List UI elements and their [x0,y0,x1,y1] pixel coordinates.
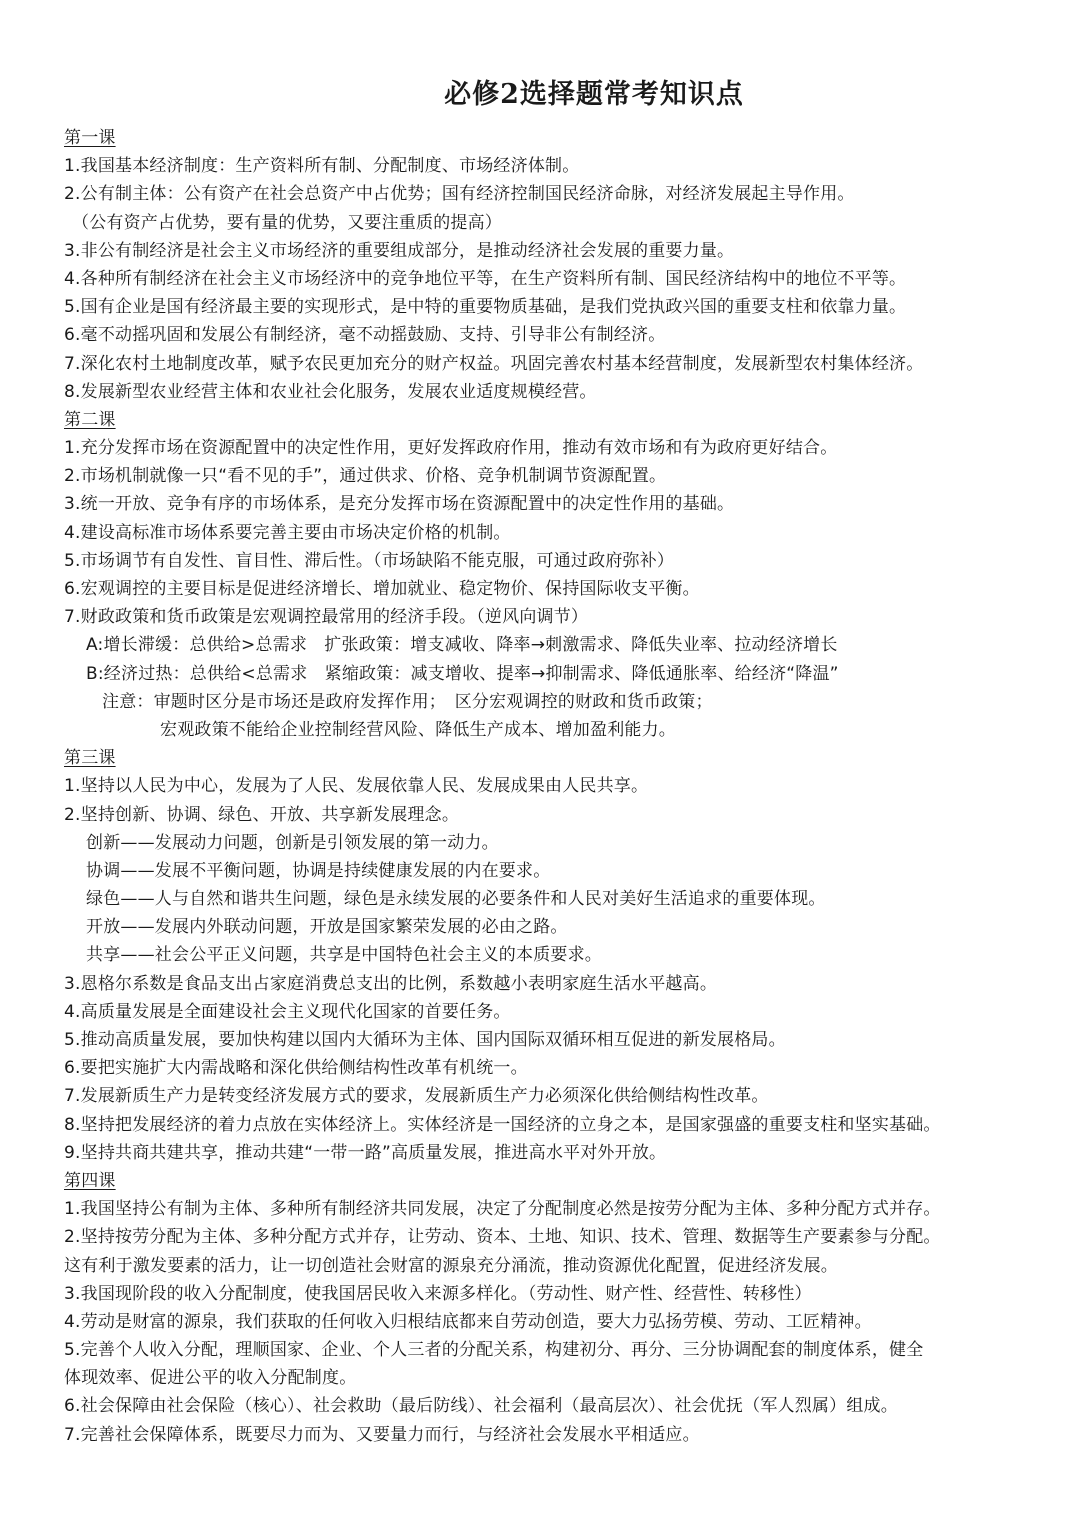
list-item-continuation: 这有利于激发要素的活力，让一切创造社会财富的源泉充分涌流，推动资源优化配置，促进经济发展。 [64,1255,838,1276]
list-item: 5.国有企业是国有经济最主要的实现形式，是中特的重要物质基础，是我们党执政兴国的重要支柱和依靠力量。 [64,297,907,318]
concept-line: 创新——发展动力问题，创新是引领发展的第一动力。 [86,832,499,853]
list-item: 5.完善个人收入分配，理顺国家、企业、个人三者的分配关系，构建初分、再分、三分协调配套的制度体系，健全 [64,1340,924,1361]
list-item: 1.坚持以人民为中心，发展为了人民、发展依靠人民、发展成果由人民共享。 [64,776,649,797]
concept-line: 协调——发展不平衡问题，协调是持续健康发展的内在要求。 [86,860,551,881]
list-item: 4.劳动是财富的源泉，我们获取的任何收入归根结底都来自劳动创造，要大力弘扬劳模、劳动、工匠精神。 [64,1311,872,1332]
list-item: 9.坚持共商共建共享，推动共建“一带一路”高质量发展，推进高水平对外开放。 [64,1142,667,1163]
list-item: 7.财政政策和货币政策是宏观调控最常用的经济手段。（逆风向调节） [64,607,589,628]
list-item: 4.各种所有制经济在社会主义市场经济中的竞争地位平等，在生产资料所有制、国民经济结构中的地位不平等。 [64,268,907,289]
list-item: 3.恩格尔系数是食品支出占家庭消费总支出的比例，系数越小表明家庭生活水平越高。 [64,973,718,994]
list-item: 3.非公有制经济是社会主义市场经济的重要组成部分，是推动经济社会发展的重要力量。 [64,240,735,261]
list-item: 7.发展新质生产力是转变经济发展方式的要求，发展新质生产力必须深化供给侧结构性改革。 [64,1086,769,1107]
lesson-1-heading: 第一课 [64,128,116,148]
list-item: 1.我国基本经济制度：生产资料所有制、分配制度、市场经济体制。 [64,156,580,177]
list-item-note: （公有资产占优势，要有量的优势，又要注重质的提高） [72,212,502,233]
note-line: 宏观政策不能给企业控制经营风险、降低生产成本、增加盈利能力。 [160,719,676,740]
list-item: 2.市场机制就像一只“看不见的手”，通过供求、价格、竞争机制调节资源配置。 [64,466,667,487]
list-item: 6.社会保障由社会保险（核心）、社会救助（最后防线）、社会福利（最高层次）、社会优抚（军人烈属）组成。 [64,1396,898,1417]
list-item: 8.发展新型农业经营主体和农业社会化服务，发展农业适度规模经营。 [64,381,597,402]
lesson-4-heading: 第四课 [64,1170,116,1191]
list-item: 6.要把实施扩大内需战略和深化供给侧结构性改革有机统一。 [64,1058,528,1079]
list-item: 5.市场调节有自发性、盲目性、滞后性。（市场缺陷不能克服，可通过政府弥补） [64,550,675,571]
list-item: 4.建设高标准市场体系要完善主要由市场决定价格的机制。 [64,522,511,543]
list-item: 2.坚持按劳分配为主体、多种分配方式并存，让劳动、资本、土地、知识、技术、管理、数据等生产要素参与分配。 [64,1227,941,1248]
list-item: 8.坚持把发展经济的着力点放在实体经济上。实体经济是一国经济的立身之本，是国家强盛的重要支柱和坚实基础。 [64,1114,941,1135]
list-item: 4.高质量发展是全面建设社会主义现代化国家的首要任务。 [64,1001,511,1022]
list-item: 6.毫不动摇巩固和发展公有制经济，毫不动摇鼓励、支持、引导非公有制经济。 [64,325,666,346]
lesson-2-heading: 第二课 [64,409,116,430]
list-item: 3.我国现阶段的收入分配制度，使我国居民收入来源多样化。（劳动性、财产性、经营性、转移性） [64,1283,812,1304]
list-item: 5.推动高质量发展，要加快构建以国内大循环为主体、国内国际双循环相互促进的新发展格局。 [64,1030,786,1050]
list-item: 2.公有制主体：公有资产在社会总资产中占优势；国有经济控制国民经济命脉，对经济发展起主导作用。 [64,184,855,205]
concept-line: 共享——社会公平正义问题，共享是中国特色社会主义的本质要求。 [86,945,602,966]
list-item: 1.我国坚持公有制为主体、多种所有制经济共同发展，决定了分配制度必然是按劳分配为主体、多种分配方式并存。 [64,1199,941,1220]
list-item: 1.充分发挥市场在资源配置中的决定性作用，更好发挥政府作用，推动有效市场和有为政府更好结合。 [64,438,838,459]
list-item: 7.深化农村土地制度改革，赋予农民更加充分的财产权益。巩固完善农村基本经营制度，发展新型农村集体经济。 [64,353,924,374]
list-item: 6.宏观调控的主要目标是促进经济增长、增加就业、稳定物价、保持国际收支平衡。 [64,579,700,599]
concept-line: 绿色——人与自然和谐共生问题，绿色是永续发展的必要条件和人民对美好生活追求的重要体现。 [86,889,826,910]
list-item: 2.坚持创新、协调、绿色、开放、共享新发展理念。 [64,804,460,825]
note-line: 注意：审题时区分是市场还是政府发挥作用； 区分宏观调控的财政和货币政策； [102,691,713,712]
list-item-continuation: 体现效率、促进公平的收入分配制度。 [64,1368,357,1389]
lesson-3-heading: 第三课 [64,748,116,769]
document-page [64,76,1024,1449]
list-item: 7.完善社会保障体系，既要尽力而为、又要量力而行，与经济社会发展水平相适应。 [64,1424,700,1445]
concept-line: 开放——发展内外联动问题，开放是国家繁荣发展的必由之路。 [86,917,568,938]
page-title: 必修2选择题常考知识点 [444,79,744,110]
list-item: 3.统一开放、竞争有序的市场体系，是充分发挥市场在资源配置中的决定性作用的基础。 [64,494,735,515]
list-subitem-a: A:增长滞缓：总供给>总需求 扩张政策：增支减收、降率→刺激需求、降低失业率、拉动经济增长 [86,635,838,656]
list-subitem-b: B:经济过热：总供给<总需求 紧缩政策：减支增收、提率→抑制需求、降低通胀率、给经济“降温” [86,663,839,684]
